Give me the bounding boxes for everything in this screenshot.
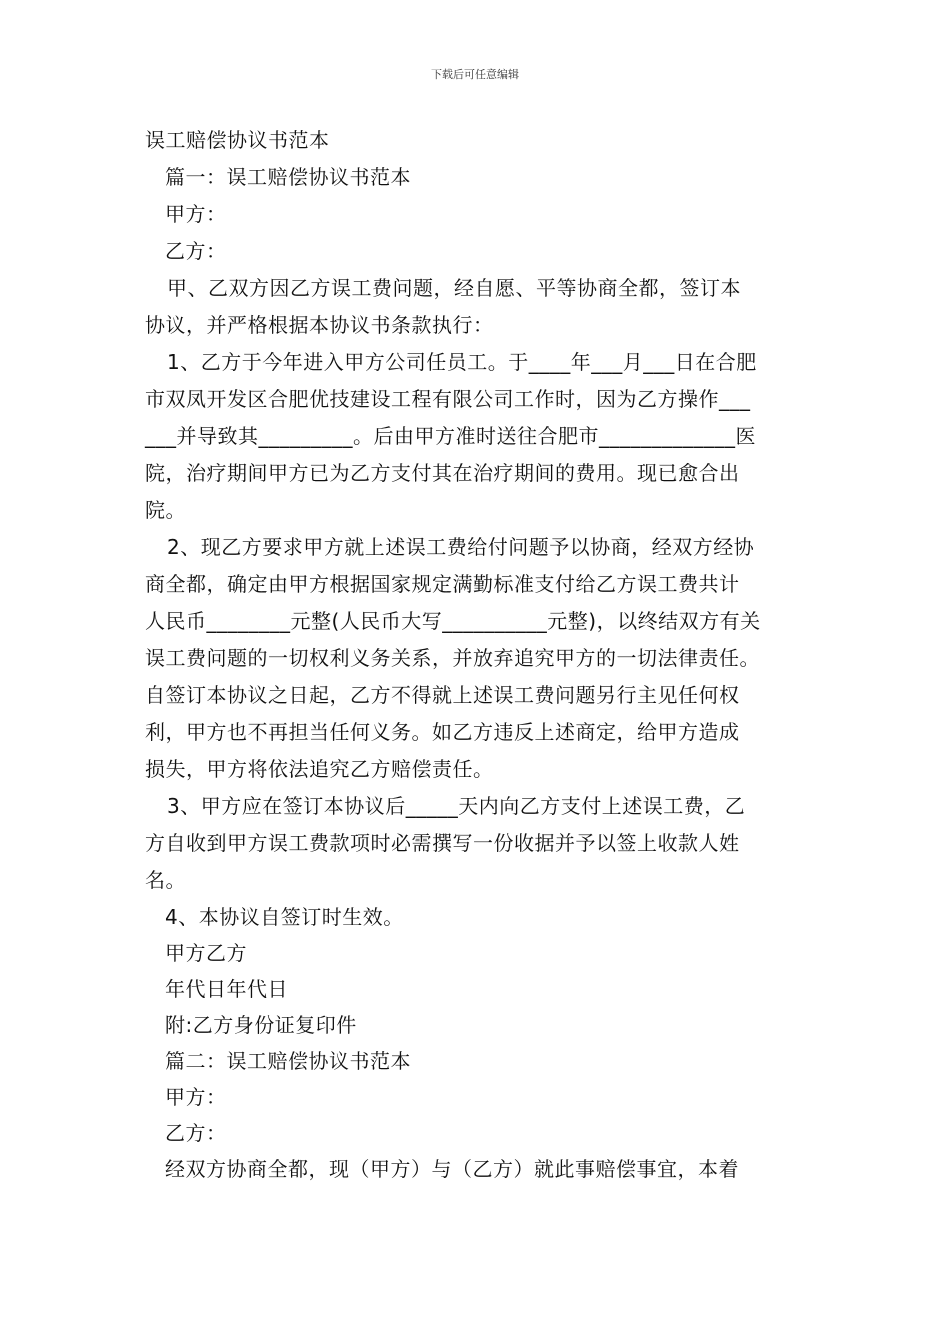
- document-title: 误工赔偿协议书范本: [145, 128, 330, 152]
- signature-dates: 年代日年代日: [165, 977, 288, 1001]
- clause-2-line: 人民币________元整(人民币大写__________元整)，以终结双方有关: [145, 609, 761, 633]
- clause-2-line: 自签订本协议之日起，乙方不得就上述误工费问题另行主见任何权: [145, 683, 740, 707]
- clause-2-line: 2、现乙方要求甲方就上述误工费给付问题予以协商，经双方经协: [167, 535, 755, 559]
- clause-3-line: 名。: [145, 868, 186, 892]
- signature-parties: 甲方乙方: [165, 941, 247, 965]
- clause-3-line: 3、甲方应在签订本协议后_____天内向乙方支付上述误工费，乙: [167, 794, 746, 818]
- clause-3-line: 方自收到甲方误工费款项时必需撰写一份收据并予以签上收款人姓: [145, 831, 740, 855]
- clause-1-line: 市双凤开发区合肥优技建设工程有限公司工作时，因为乙方操作___: [145, 387, 751, 411]
- section-heading-2: 篇二：误工赔偿协议书范本: [165, 1049, 411, 1073]
- clause-1-line: ___并导致其_________。后由甲方准时送往合肥市_____________医: [145, 424, 756, 448]
- paragraph-line: 经双方协商全都，现（甲方）与（乙方）就此事赔偿事宜，本着: [165, 1157, 739, 1181]
- section-heading-1: 篇一：误工赔偿协议书范本: [165, 165, 411, 189]
- document-body: [145, 122, 810, 1188]
- clause-4-line: 4、本协议自签订时生效。: [165, 905, 404, 929]
- clause-2-line: 损失，甲方将依法追究乙方赔偿责任。: [145, 757, 494, 781]
- party-a-label: 甲方：: [165, 1085, 227, 1109]
- clause-1-line: 院。: [145, 498, 186, 522]
- clause-2-line: 商全都，确定由甲方根据国家规定满勤标准支付给乙方误工费共计: [145, 572, 740, 596]
- page-header-note: 下载后可任意编辑: [431, 68, 519, 81]
- clause-2-line: 误工费问题的一切权利义务关系，并放弃追究甲方的一切法律责任。: [145, 646, 760, 670]
- party-a-label: 甲方：: [165, 202, 227, 226]
- party-b-label: 乙方：: [165, 239, 227, 263]
- paragraph-line: 甲、乙双方因乙方误工费问题，经自愿、平等协商全都，签订本: [167, 276, 741, 300]
- paragraph-line: 协议，并严格根据本协议书条款执行：: [145, 313, 494, 337]
- party-b-label: 乙方：: [165, 1121, 227, 1145]
- clause-1-line: 1、乙方于今年进入甲方公司任员工。于____年___月___日在合肥: [167, 350, 757, 374]
- clause-2-line: 利，甲方也不再担当任何义务。如乙方违反上述商定，给甲方造成: [145, 720, 740, 744]
- clause-1-line: 院，治疗期间甲方已为乙方支付其在治疗期间的费用。现已愈合出: [145, 461, 740, 485]
- attachment-note: 附:乙方身份证复印件: [165, 1013, 357, 1037]
